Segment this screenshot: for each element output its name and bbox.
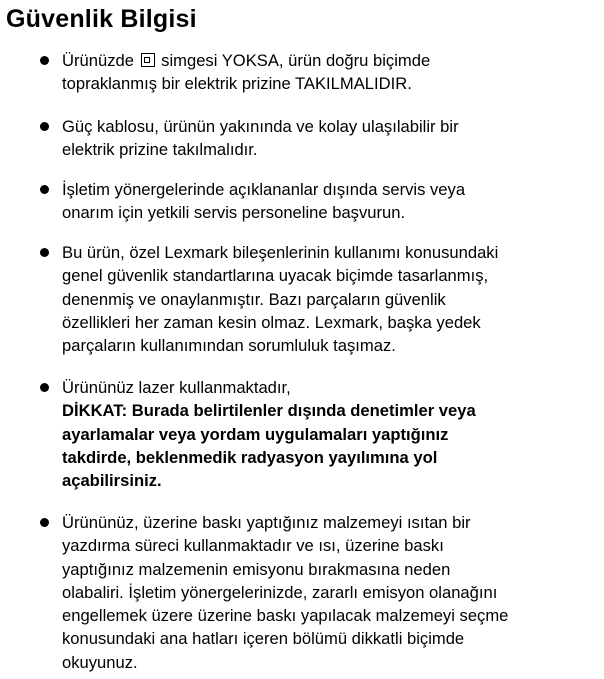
bullet-line: topraklanmış bir elektrik prizine TAKILMALIDIR. bbox=[62, 74, 412, 94]
bullet-dot bbox=[40, 122, 49, 131]
bullet-line: denenmiş ve onaylanmıştır. Bazı parçaların güvenlik bbox=[62, 289, 446, 309]
bullet-line: Ürününüz, üzerine baskı yaptığınız malzemeyi ısıtan bir bbox=[62, 513, 471, 532]
bullet-text bbox=[62, 241, 598, 357]
bullet-line: genel güvenlik standartlarına uyacak biçimde tasarlanmış, bbox=[62, 266, 489, 286]
bullet-line: Ürününüz lazer kullanmaktadır, bbox=[62, 378, 291, 397]
caution-line: takdirde, beklenmedik radyasyon yayılımına yol bbox=[62, 447, 438, 467]
bullet-text bbox=[62, 178, 598, 225]
bullet-text bbox=[62, 511, 598, 674]
bullet-line: engellemek üzere üzerine baskı yapılacak malzemeyi seçme bbox=[62, 606, 509, 626]
bullet-text bbox=[62, 49, 598, 96]
bullet-dot bbox=[40, 185, 49, 194]
bullet-line: konusundaki ana hatları içeren bölümü dikkatli biçimde bbox=[62, 629, 465, 649]
bullet-text bbox=[62, 376, 598, 492]
page-title: Güvenlik Bilgisi bbox=[6, 5, 197, 33]
bullet-line: yaptığınız malzemenin emisyonu bırakmasına neden bbox=[62, 559, 451, 579]
bullet-dot bbox=[40, 248, 49, 257]
caution-line: DİKKAT: Burada belirtilenler dışında denetimler veya bbox=[62, 401, 476, 421]
bullet-dot bbox=[40, 56, 49, 65]
bullet-text bbox=[62, 115, 598, 162]
caution-line: ayarlamalar veya yordam uygulamaları yaptığınız bbox=[62, 424, 449, 444]
bullet-line: yazdırma süreci kullanmaktadır ve ısı, üzerine baskı bbox=[62, 536, 444, 556]
bullet-dot bbox=[40, 383, 49, 392]
bullet-line: Ürünüzde simgesi YOKSA, ürün doğru biçimde bbox=[62, 51, 431, 70]
bullet-line: olabaliri. İşletim yönergelerinizde, zararlı emisyon olanağını bbox=[62, 582, 498, 602]
bullet-line: onarım için yetkili servis personeline başvurun. bbox=[62, 203, 406, 223]
bullet-line: parçaların kullanımından sorumluluk taşımaz. bbox=[62, 336, 396, 356]
bullet-dot bbox=[40, 518, 49, 527]
double-square-icon bbox=[141, 53, 155, 67]
bullet-line: elektrik prizine takılmalıdır. bbox=[62, 140, 258, 160]
bullet-line: İşletim yönergelerinde açıklananlar dışında servis veya bbox=[62, 180, 466, 199]
bullet-line: okuyunuz. bbox=[62, 652, 138, 672]
bullet-line: özellikleri her zaman kesin olmaz. Lexmark, başka yedek bbox=[62, 312, 481, 332]
bullet-line: Bu ürün, özel Lexmark bileşenlerinin kullanımı konusundaki bbox=[62, 243, 499, 262]
caution-line: açabilirsiniz. bbox=[62, 471, 162, 491]
bullet-line: Güç kablosu, ürünün yakınında ve kolay ulaşılabilir bir bbox=[62, 117, 459, 136]
